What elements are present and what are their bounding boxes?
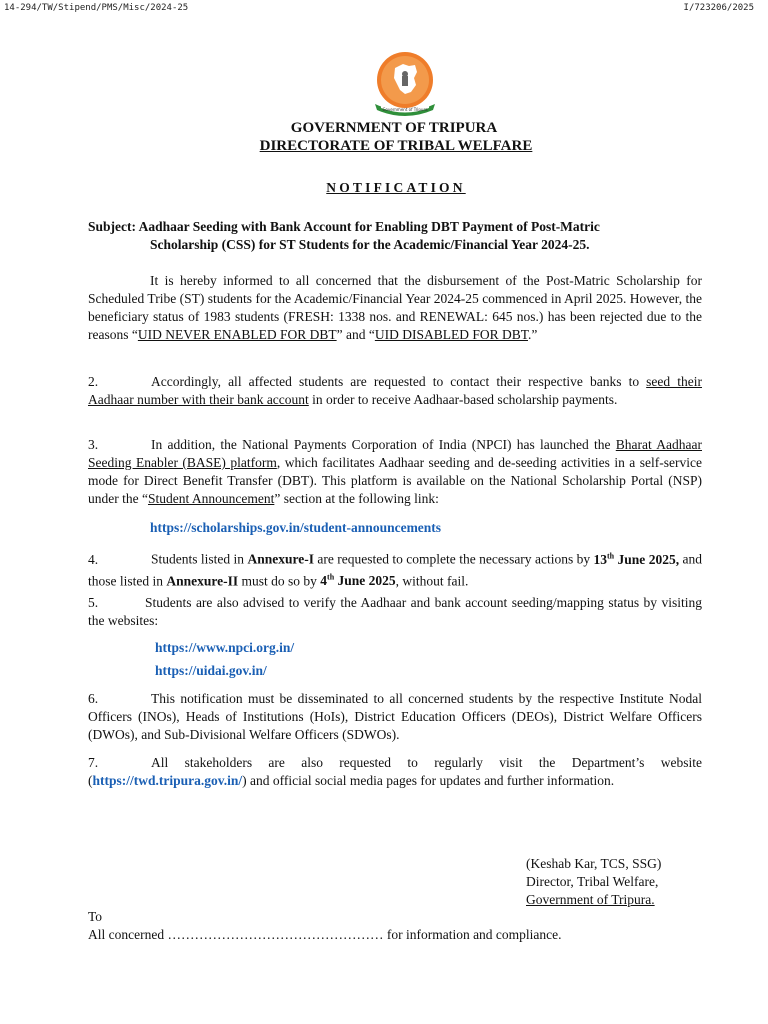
twd-link[interactable]: https://twd.tripura.gov.in/ (92, 773, 243, 788)
paragraph-4: 4. Students listed in Annexure-I are requested to complete the necessary actions by 13th June 2025, and those listed in Annexure-II must do so by 4th June 2025, without fail. (88, 551, 702, 588)
paragraph-5: 5. Students are also advised to verify the Aadhaar and bank account seeding/mapping status by visiting the websites: (88, 595, 702, 628)
government-emblem-logo (369, 50, 441, 120)
directorate-title: DIRECTORATE OF TRIBAL WELFARE (259, 138, 533, 154)
recipient-block (88, 908, 562, 944)
paragraph-7: 7. All stakeholders are also requested to regularly visit the Department’s website (https://twd.tripura.gov.in/) and official social media pages for updates and further information. (88, 755, 702, 788)
signatory-designation: Director, Tribal Welfare, (526, 874, 659, 889)
signatory-name: (Keshab Kar, TCS, SSG) (526, 856, 662, 871)
notification-heading: NOTIFICATION (326, 180, 466, 195)
subject (88, 218, 702, 254)
paragraph-6: 6. This notification must be disseminated to all concerned students by the respective Institute Nodal Officers (INOs), Heads of Institutions (HoIs), District Education Officers (DEOs), District Welfare Officers (DWOs), and Sub-Divisional Welfare Officers (SDWOs). (88, 691, 702, 742)
signatory-org: Government of Tripura. (526, 892, 655, 907)
reference-number: 14-294/TW/Stipend/PMS/Misc/2024-25 (4, 3, 189, 13)
paragraph-1: It is hereby informed to all concerned that the disbursement of the Post-Matric Scholarship for Scheduled Tribe (ST) students for the Academic/Financial Year 2024-25 commenced in April 2025. However, the beneficiary status of 1983 students (FRESH: 1338 nos. and RENEWAL: 645 nos.) has been rejected due to the reasons “UID NEVER ENABLED FOR DBT” and “UID DISABLED FOR DBT.” (88, 273, 702, 342)
to-label: To (88, 909, 103, 924)
svg-text:Government of Tripura: Government of Tripura (382, 107, 428, 112)
recipient-line: All concerned ………………………………………… for information and compliance. (88, 927, 562, 942)
paragraph-2: 2. Accordingly, all affected students are requested to contact their respective banks to seed their Aadhaar number with their bank account in order to receive Aadhaar-based scholarship payments. (88, 374, 702, 407)
uidai-link[interactable]: https://uidai.gov.in/ (155, 663, 267, 678)
npci-link[interactable]: https://www.npci.org.in/ (155, 640, 295, 655)
subject-line2: Scholarship (CSS) for ST Students for the Academic/Financial Year 2024-25. (150, 237, 590, 252)
scholarship-link[interactable]: https://scholarships.gov.in/student-announcements (150, 520, 442, 535)
org-title: GOVERNMENT OF TRIPURA (290, 120, 498, 136)
signature-block (526, 855, 661, 909)
paragraph-3: 3. In addition, the National Payments Corporation of India (NPCI) has launched the Bharat Aadhaar Seeding Enabler (BASE) platform, which facilitates Aadhaar seeding and de-seeding activities in a self-service mode for Direct Benefit Transfer (DBT). This platform is available on the National Scholarship Portal (NSP) under the “Student Announcement” section at the following link: (88, 437, 702, 506)
document-id: I/723206/2025 (683, 3, 754, 13)
subject-line1: Subject: Aadhaar Seeding with Bank Account for Enabling DBT Payment of Post-Matric (88, 219, 600, 234)
